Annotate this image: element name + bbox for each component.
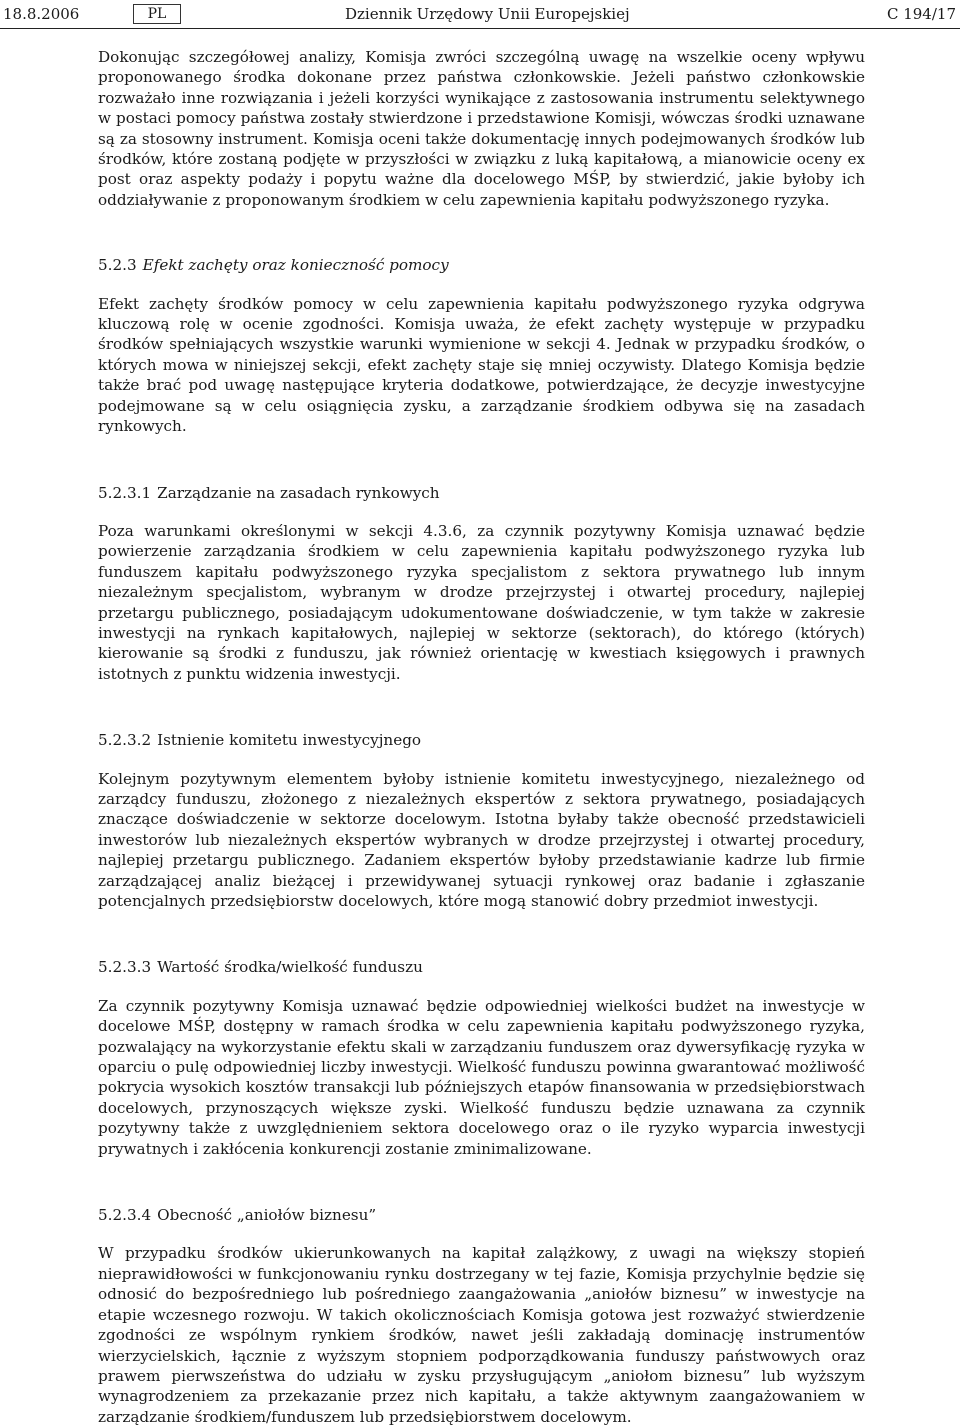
- section-number: 5.2.3.1: [98, 483, 152, 502]
- section-paragraph-5-2-3-2: Kolejnym pozytywnym elementem byłoby istnienie komitetu inwestycyjnego, niezależnego od zarządcy funduszu, złożonego z niezależnych ekspertów z sektora prywatnego, posiadających znaczące doświadczenie w sektorze docelowym. Istotna byłaby także obecność przedstawicieli inwestorów lub niezależnych ekspertów wybranych w drodze przejrzystej i otwartej procedury, najlepiej przetargu publicznego. Zadaniem ekspertów byłoby przedstawianie kadrze lub firmie zarządzającej analiz bieżącej i przewidywanej sytuacji rynkowej oraz badanie i zgłaszanie potencjalnych przedsiębiorstw docelowych, które mogą stanowić dobry przedmiot inwestycji.: [98, 769, 865, 910]
- section-title: Istnienie komitetu inwestycyjnego: [157, 731, 422, 750]
- section-number: 5.2.3.3: [98, 958, 152, 977]
- section-paragraph-5-2-3-3: Za czynnik pozytywny Komisja uznawać będzie odpowiedniej wielkości budżet na inwestycje w docelowe MŚP, dostępny w ramach środka w celu zapewnienia kapitału podwyższonego ryzyka, pozwalający na wykorzystanie efektu skali w zarządzaniu funduszem oraz dywersyfikację ryzyka w oparciu o pulę odpowiedniej liczby inwestycji. Wielkość funduszu powinna gwarantować możliwość pokrycia wysokich kosztów transakcji lub późniejszych etapów finansowania w przedsiębiorstwach docelowych, przynoszących większe zyski. Wielkość funduszu będzie uznawana za czynnik pozytywny także z uwzględnieniem sektora docelowego oraz o ile ryzyko wyparcia inwestycji prywatnych i zakłócenia konkurencji zostanie zminimalizowane.: [98, 996, 865, 1158]
- language-badge: PL: [133, 4, 181, 24]
- document-body: [98, 47, 865, 1427]
- page-header: [0, 0, 960, 29]
- section-title: Efekt zachęty oraz konieczność pomocy: [142, 256, 449, 275]
- section-heading-5-2-3-2: [98, 730, 865, 750]
- section-number: 5.2.3.2: [98, 731, 152, 750]
- section-number: 5.2.3: [98, 256, 137, 275]
- section-paragraph-5-2-3-4: W przypadku środków ukierunkowanych na kapitał zalążkowy, z uwagi na większy stopień nieprawidłowości w funkcjonowaniu rynku dostrzegany w tej fazie, Komisja przychylnie będzie się odnosić do bezpośredniego lub pośredniego zaangażowania „aniołów biznesu” w inwestycje na etapie wczesnego rozwoju. W takich okolicznościach Komisja gotowa jest rozważyć stwierdzenie zgodności ze wspólnym rynkiem środków, nawet jeśli zakładają dominację instrumentów wierzycielskich, łącznie z wyższym stopniem podporządkowania funduszy państwowych oraz prawem pierwszeństwa do udziału w zysku przysługującym „aniołom biznesu” lub wyższym wynagrodzeniem za przekazanie przez nich kapitału, a także aktywnym zaangażowaniem w zarządzanie środkiem/funduszem lub przedsiębiorstwem docelowym.: [98, 1244, 865, 1426]
- journal-title: Dziennik Urzędowy Unii Europejskiej: [345, 5, 630, 23]
- section-title: Wartość środka/wielkość funduszu: [157, 958, 423, 977]
- section-title: Zarządzanie na zasadach rynkowych: [157, 483, 440, 502]
- section-heading-5-2-3: [98, 255, 865, 275]
- section-heading-5-2-3-4: [98, 1205, 865, 1225]
- page-reference: C 194/17: [886, 5, 956, 23]
- section-heading-5-2-3-3: [98, 957, 865, 977]
- section-number: 5.2.3.4: [98, 1206, 152, 1225]
- section-paragraph-5-2-3-1: Poza warunkami określonymi w sekcji 4.3.6, za czynnik pozytywny Komisja uznawać będzie powierzenie zarządzania środkiem w celu zapewnienia kapitału podwyższonego ryzyka lub funduszem kapitału podwyższonego ryzyka specjalistom z sektora prywatnego lub innym niezależnym specjalistom, wybranym w drodze przejrzystej i otwartej procedury, najlepiej przetargu publicznego, posiadającym udokumentowane doświadczenie, w tym także w zakresie inwestycji na rynkach kapitałowych, najlepiej w sektorze (sektorach), do którego (których) kierowanie są środki z funduszu, jak również orientację w kwestiach księgowych i prawnych istotnych z punktu widzenia inwestycji.: [98, 521, 865, 683]
- section-title: Obecność „aniołów biznesu”: [157, 1206, 377, 1225]
- publication-date: 18.8.2006: [3, 5, 80, 23]
- section-heading-5-2-3-1: [98, 483, 865, 503]
- section-paragraph-5-2-3: Efekt zachęty środków pomocy w celu zapewnienia kapitału podwyższonego ryzyka odgrywa kluczową rolę w ocenie zgodności. Komisja uważa, że efekt zachęty występuje w przypadku środków spełniających wszystkie warunki wymienione w sekcji 4. Jednak w przypadku środków, o których mowa w niniejszej sekcji, efekt zachęty staje się mniej oczywisty. Dlatego Komisja będzie także brać pod uwagę następujące kryteria dodatkowe, potwierdzające, że decyzje inwestycyjne podejmowane są w celu osiągnięcia zysku, a zarządzanie środkiem odbywa się na zasadach rynkowych.: [98, 294, 865, 436]
- intro-paragraph: Dokonując szczegółowej analizy, Komisja zwróci szczególną uwagę na wszelkie oceny wpływu proponowanego środka dokonane przez państwa członkowskie. Jeżeli państwo członkowskie rozważało inne rozwiązania i jeżeli korzyści wynikające z zastosowania instrumentu selektywnego w postaci pomocy państwa zostały stwierdzone i przedstawione Komisji, wówczas środki uznawane są za stosowny instrument. Komisja oceni także dokumentację innych podejmowanych środków lub środków, które zostaną podjęte w przyszłości w związku z luką kapitałową, a mianowicie oceny ex post oraz aspekty podaży i popytu ważne dla docelowego MŚP, by stwierdzić, jakie byłoby ich oddziaływanie z proponowanym środkiem w celu zapewnienia kapitału podwyższonego ryzyka.: [98, 48, 865, 209]
